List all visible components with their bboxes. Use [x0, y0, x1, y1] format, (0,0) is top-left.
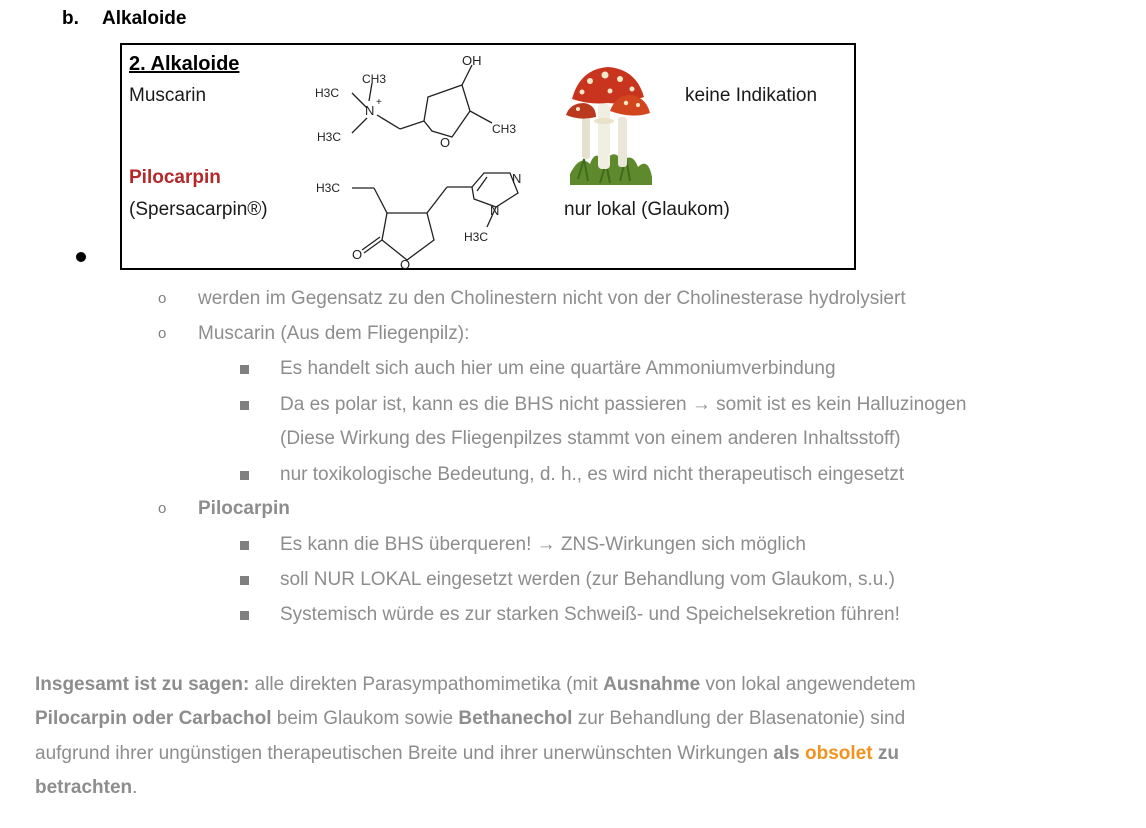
summary-text: alle direkten Parasympathomimetika (mit — [249, 674, 604, 695]
summary-highlight: obsolet — [805, 743, 873, 764]
summary-emphasis: Pilocarpin oder Carbachol — [35, 708, 272, 729]
sub-item: Es handelt sich auch hier um eine quartäre Ammoniumverbindung — [280, 358, 836, 379]
muscarin-ch3-top: CH3 — [362, 72, 387, 86]
summary-emphasis: Ausnahme — [603, 674, 701, 695]
sub-item: Da es polar ist, kann es die BHS nicht passieren → somit ist es kein Halluzinogen — [280, 394, 967, 415]
list-item-pilocarpin: Pilocarpin — [198, 498, 290, 519]
summary-emphasis: zu — [877, 743, 899, 764]
figure-title: 2. Alkaloide — [129, 53, 240, 75]
pilocarpin-trade-name: (Spersacarpin®) — [129, 199, 268, 220]
summary-lead: Insgesamt ist zu sagen: — [35, 674, 250, 695]
muscarin-n: N — [365, 103, 375, 118]
summary-text: zur Behandlung der Blasenatonie) sind — [572, 708, 906, 729]
muscarin-structure — [312, 53, 542, 153]
summary-line-1 — [35, 674, 916, 696]
sub-item: nur toxikologische Bedeutung, d. h., es wird nicht therapeutisch eingesetzt — [280, 464, 905, 485]
pilocarpin-n-top: N — [512, 171, 522, 186]
list-item-cholinesterase: werden im Gegensatz zu den Cholinestern nicht von der Cholinesterase hydrolysiert — [198, 288, 906, 309]
bullet-square — [240, 576, 249, 585]
summary-text: . — [132, 777, 138, 798]
muscarin-label: Muscarin — [129, 85, 207, 106]
muscarin-oh: OH — [462, 53, 482, 68]
muscarin-h3c-bottom: H3C — [317, 130, 342, 144]
pilocarpin-carbonyl-o: O — [352, 247, 363, 262]
fly-agaric-image — [560, 59, 660, 189]
summary-text: von lokal angewendetem — [700, 674, 916, 695]
summary-text: beim Glaukom sowie — [271, 708, 459, 729]
list-item-muscarin: Muscarin (Aus dem Fliegenpilz): — [198, 323, 470, 344]
sub-item-continuation: (Diese Wirkung des Fliegenpilzes stammt von einem anderen Inhaltsstoff) — [280, 428, 901, 449]
bullet-square — [240, 611, 249, 620]
muscarin-ring-o: O — [440, 135, 451, 150]
bullet-circle: o — [158, 325, 167, 342]
pilocarpin-structure — [312, 155, 552, 270]
bullet-square — [240, 401, 249, 410]
pilocarpin-indication: nur lokal (Glaukom) — [564, 199, 730, 220]
section-heading — [62, 8, 186, 30]
summary-line-2 — [35, 708, 905, 730]
muscarin-plus: + — [376, 97, 382, 108]
bullet-square — [240, 365, 249, 374]
muscarin-ch3-ring: CH3 — [492, 122, 517, 136]
section-title: Alkaloide — [102, 8, 187, 29]
muscarin-indication: keine Indikation — [685, 85, 818, 106]
summary-line-4 — [35, 777, 137, 799]
pilocarpin-h3c-n: H3C — [464, 230, 489, 244]
muscarin-h3c-top: H3C — [315, 86, 340, 100]
bullet-point — [76, 252, 86, 262]
sub-item: Systemisch würde es zur starken Schweiß- und Speichelsekretion führen! — [280, 604, 900, 625]
bullet-circle: o — [158, 500, 167, 517]
summary-line-3 — [35, 743, 899, 765]
summary-emphasis: als — [773, 743, 800, 764]
bullet-square — [240, 541, 249, 550]
bullet-square — [240, 471, 249, 480]
summary-text: aufgrund ihrer ungünstigen therapeutischen Breite und ihrer unerwünschten Wirkungen — [35, 743, 774, 764]
pilocarpin-n-bottom: N — [490, 203, 500, 218]
alkaloid-figure — [120, 43, 856, 270]
summary-emphasis: Bethanechol — [458, 708, 573, 729]
sub-item: Es kann die BHS überqueren! → ZNS-Wirkungen sich möglich — [280, 534, 806, 555]
summary-emphasis: betrachten — [35, 777, 133, 798]
sub-item: soll NUR LOKAL eingesetzt werden (zur Behandlung vom Glaukom, s.u.) — [280, 569, 895, 590]
bullet-circle: o — [158, 290, 167, 307]
pilocarpin-h3c: H3C — [316, 181, 341, 195]
pilocarpin-ring-o: O — [400, 257, 411, 270]
section-number: b. — [62, 8, 79, 29]
pilocarpin-label: Pilocarpin — [129, 167, 221, 188]
